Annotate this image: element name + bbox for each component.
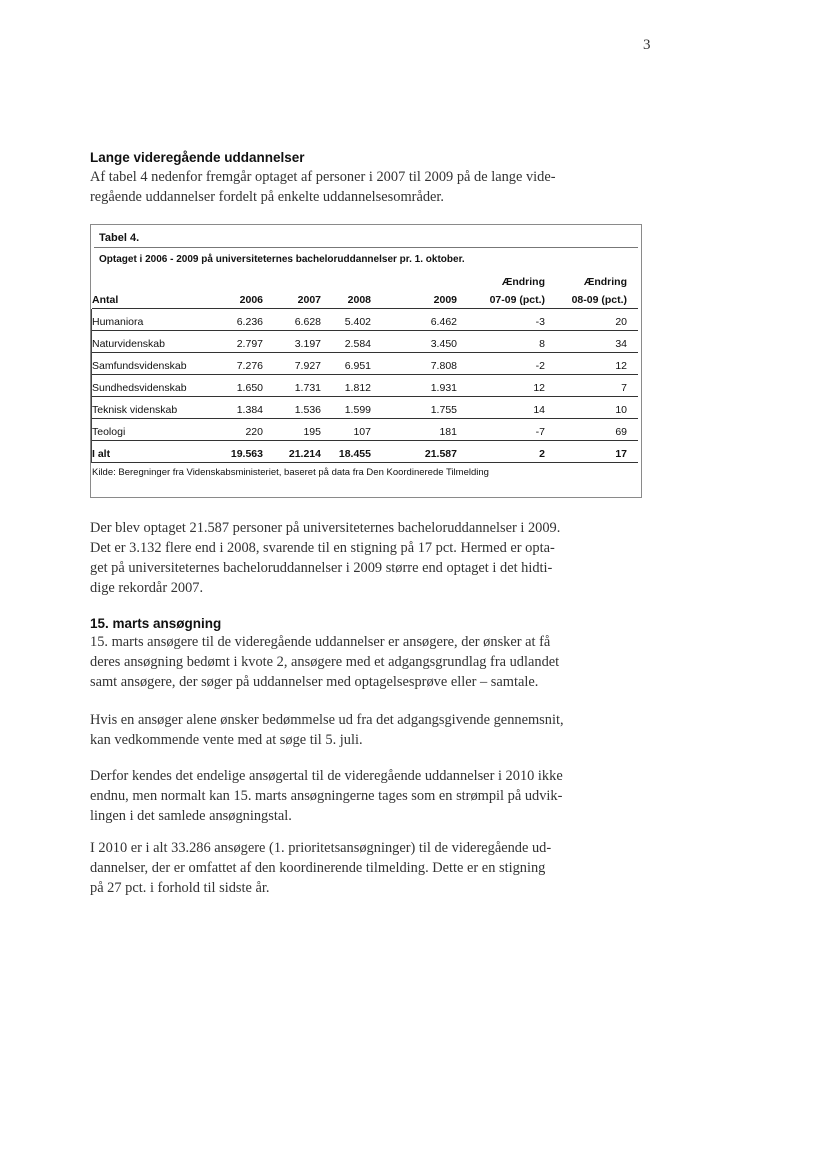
text-line: Derfor kendes det endelige ansøgertal til de videregående uddannelser i 2010 ikke — [90, 768, 563, 784]
cell-change-0809: 20 — [615, 316, 627, 328]
row-label: Teologi — [92, 426, 126, 438]
cell-2009: 181 — [439, 426, 457, 438]
row-label: Samfundsvidenskab — [92, 360, 187, 372]
cell-2009: 7.808 — [430, 360, 457, 372]
cell-2009: 1.931 — [430, 382, 457, 394]
text-line: Der blev optaget 21.587 personer på universiteternes bacheloruddannelser i 2009. — [90, 520, 561, 536]
march-paragraph-1 — [90, 632, 650, 692]
cell-change-0709: 12 — [533, 382, 545, 394]
march-paragraph-2 — [90, 710, 650, 750]
col-header-change-0809-top: Ændring — [583, 276, 627, 288]
cell-2009: 1.755 — [430, 404, 457, 416]
cell-change-0809: 17 — [615, 448, 627, 460]
row-label: Teknisk videnskab — [92, 404, 178, 416]
text-line: get på universiteternes bacheloruddannelser i 2009 større end optaget i det hidti- — [90, 560, 553, 576]
cell-2007: 1.536 — [294, 404, 321, 416]
cell-2009: 21.587 — [424, 448, 457, 460]
text-line: Hvis en ansøger alene ønsker bedømmelse ud fra det adgangsgivende gennemsnit, — [90, 712, 564, 728]
section-heading-march-application: 15. marts ansøgning — [90, 616, 222, 631]
cell-change-0809: 34 — [615, 338, 627, 350]
cell-2006: 7.276 — [236, 360, 263, 372]
row-label: Naturvidenskab — [92, 338, 165, 350]
text-line: samt ansøgere, der søger på uddannelser med optagelsesprøve eller – samtale. — [90, 674, 539, 690]
cell-change-0709: 14 — [533, 404, 545, 416]
text-line: 15. marts ansøgere til de videregående uddannelser er ansøgere, der ønsker at få — [90, 634, 551, 650]
table-source: Kilde: Beregninger fra Videnskabsministeriet, baseret på data fra Den Koordinerede Tilmelding — [92, 467, 489, 478]
cell-2006: 2.797 — [236, 338, 263, 350]
col-header-change-0809-bottom: 08-09 (pct.) — [571, 294, 627, 306]
table-4 — [90, 224, 642, 498]
text-line: deres ansøgning bedømt i kvote 2, ansøgere med et adgangsgrundlag fra udlandet — [90, 654, 560, 670]
cell-change-0809: 10 — [615, 404, 627, 416]
row-rule — [92, 352, 638, 353]
cell-2007: 6.628 — [294, 316, 321, 328]
row-label: Humaniora — [92, 316, 144, 328]
total-rule — [92, 462, 638, 463]
col-header-change-0709-top: Ændring — [501, 276, 545, 288]
cell-2008: 18.455 — [338, 448, 371, 460]
page-number: 3 — [643, 37, 651, 53]
cell-change-0809: 12 — [615, 360, 627, 372]
row-rule — [92, 396, 638, 397]
cell-2006: 19.563 — [230, 448, 263, 460]
header-rule — [92, 308, 638, 309]
cell-2009: 6.462 — [430, 316, 457, 328]
row-rule — [92, 440, 638, 441]
march-paragraph-3 — [90, 766, 650, 826]
row-rule — [92, 374, 638, 375]
cell-change-0709: 2 — [539, 448, 545, 460]
col-header-2008: 2008 — [347, 294, 371, 306]
col-header-change-0709-bottom: 07-09 (pct.) — [489, 294, 545, 306]
text-line: Det er 3.132 flere end i 2008, svarende til en stigning på 17 pct. Hermed er opta- — [90, 540, 555, 556]
cell-2006: 1.384 — [236, 404, 263, 416]
cell-2008: 1.599 — [344, 404, 371, 416]
cell-2007: 195 — [303, 426, 321, 438]
text-line: dige rekordår 2007. — [90, 580, 204, 596]
results-paragraph — [90, 518, 650, 598]
cell-2006: 6.236 — [236, 316, 263, 328]
text-line: på 27 pct. i forhold til sidste år. — [90, 880, 270, 896]
cell-2008: 107 — [353, 426, 371, 438]
table-caption: Tabel 4. — [99, 232, 140, 244]
cell-change-0709: -7 — [535, 426, 545, 438]
text-line: endnu, men normalt kan 15. marts ansøgningerne tages som en strømpil på udvik- — [90, 788, 563, 804]
cell-change-0709: 8 — [539, 338, 545, 350]
cell-2009: 3.450 — [430, 338, 457, 350]
text-line: regående uddannelser fordelt på enkelte uddannelsesområder. — [90, 189, 445, 205]
text-line: Af tabel 4 nedenfor fremgår optaget af personer i 2007 til 2009 på de lange vide- — [90, 169, 556, 185]
cell-2007: 21.214 — [288, 448, 321, 460]
col-header-2006: 2006 — [239, 294, 263, 306]
cell-change-0709: -3 — [535, 316, 545, 328]
text-line: dannelser, der er omfattet af den koordinerende tilmelding. Dette er en stigning — [90, 860, 546, 876]
table-left-border — [91, 309, 92, 463]
cell-change-0809: 69 — [615, 426, 627, 438]
col-header-2009: 2009 — [433, 294, 457, 306]
row-rule — [92, 330, 638, 331]
table-title: Optaget i 2006 - 2009 på universiteternes bacheloruddannelser pr. 1. oktober. — [99, 254, 465, 265]
text-line: lingen i det samlede ansøgningstal. — [90, 808, 292, 824]
caption-divider — [94, 247, 638, 248]
cell-2008: 5.402 — [344, 316, 371, 328]
row-label: Sundhedsvidenskab — [92, 382, 187, 394]
cell-2006: 1.650 — [236, 382, 263, 394]
text-line: I 2010 er i alt 33.286 ansøgere (1. prioritetsansøgninger) til de videregående ud- — [90, 840, 552, 856]
cell-2006: 220 — [245, 426, 263, 438]
cell-2007: 3.197 — [294, 338, 321, 350]
cell-2008: 1.812 — [344, 382, 371, 394]
cell-change-0809: 7 — [621, 382, 627, 394]
cell-2007: 1.731 — [294, 382, 321, 394]
text-line: kan vedkommende vente med at søge til 5. juli. — [90, 732, 363, 748]
cell-2008: 2.584 — [344, 338, 371, 350]
col-header-2007: 2007 — [297, 294, 321, 306]
col-header-antal: Antal — [92, 294, 119, 306]
cell-2007: 7.927 — [294, 360, 321, 372]
row-label: I alt — [92, 448, 111, 460]
intro-paragraph — [90, 167, 650, 207]
section-heading-long-education: Lange videregående uddannelser — [90, 150, 305, 165]
row-rule — [92, 418, 638, 419]
cell-change-0709: -2 — [535, 360, 545, 372]
cell-2008: 6.951 — [344, 360, 371, 372]
march-paragraph-4 — [90, 838, 650, 898]
